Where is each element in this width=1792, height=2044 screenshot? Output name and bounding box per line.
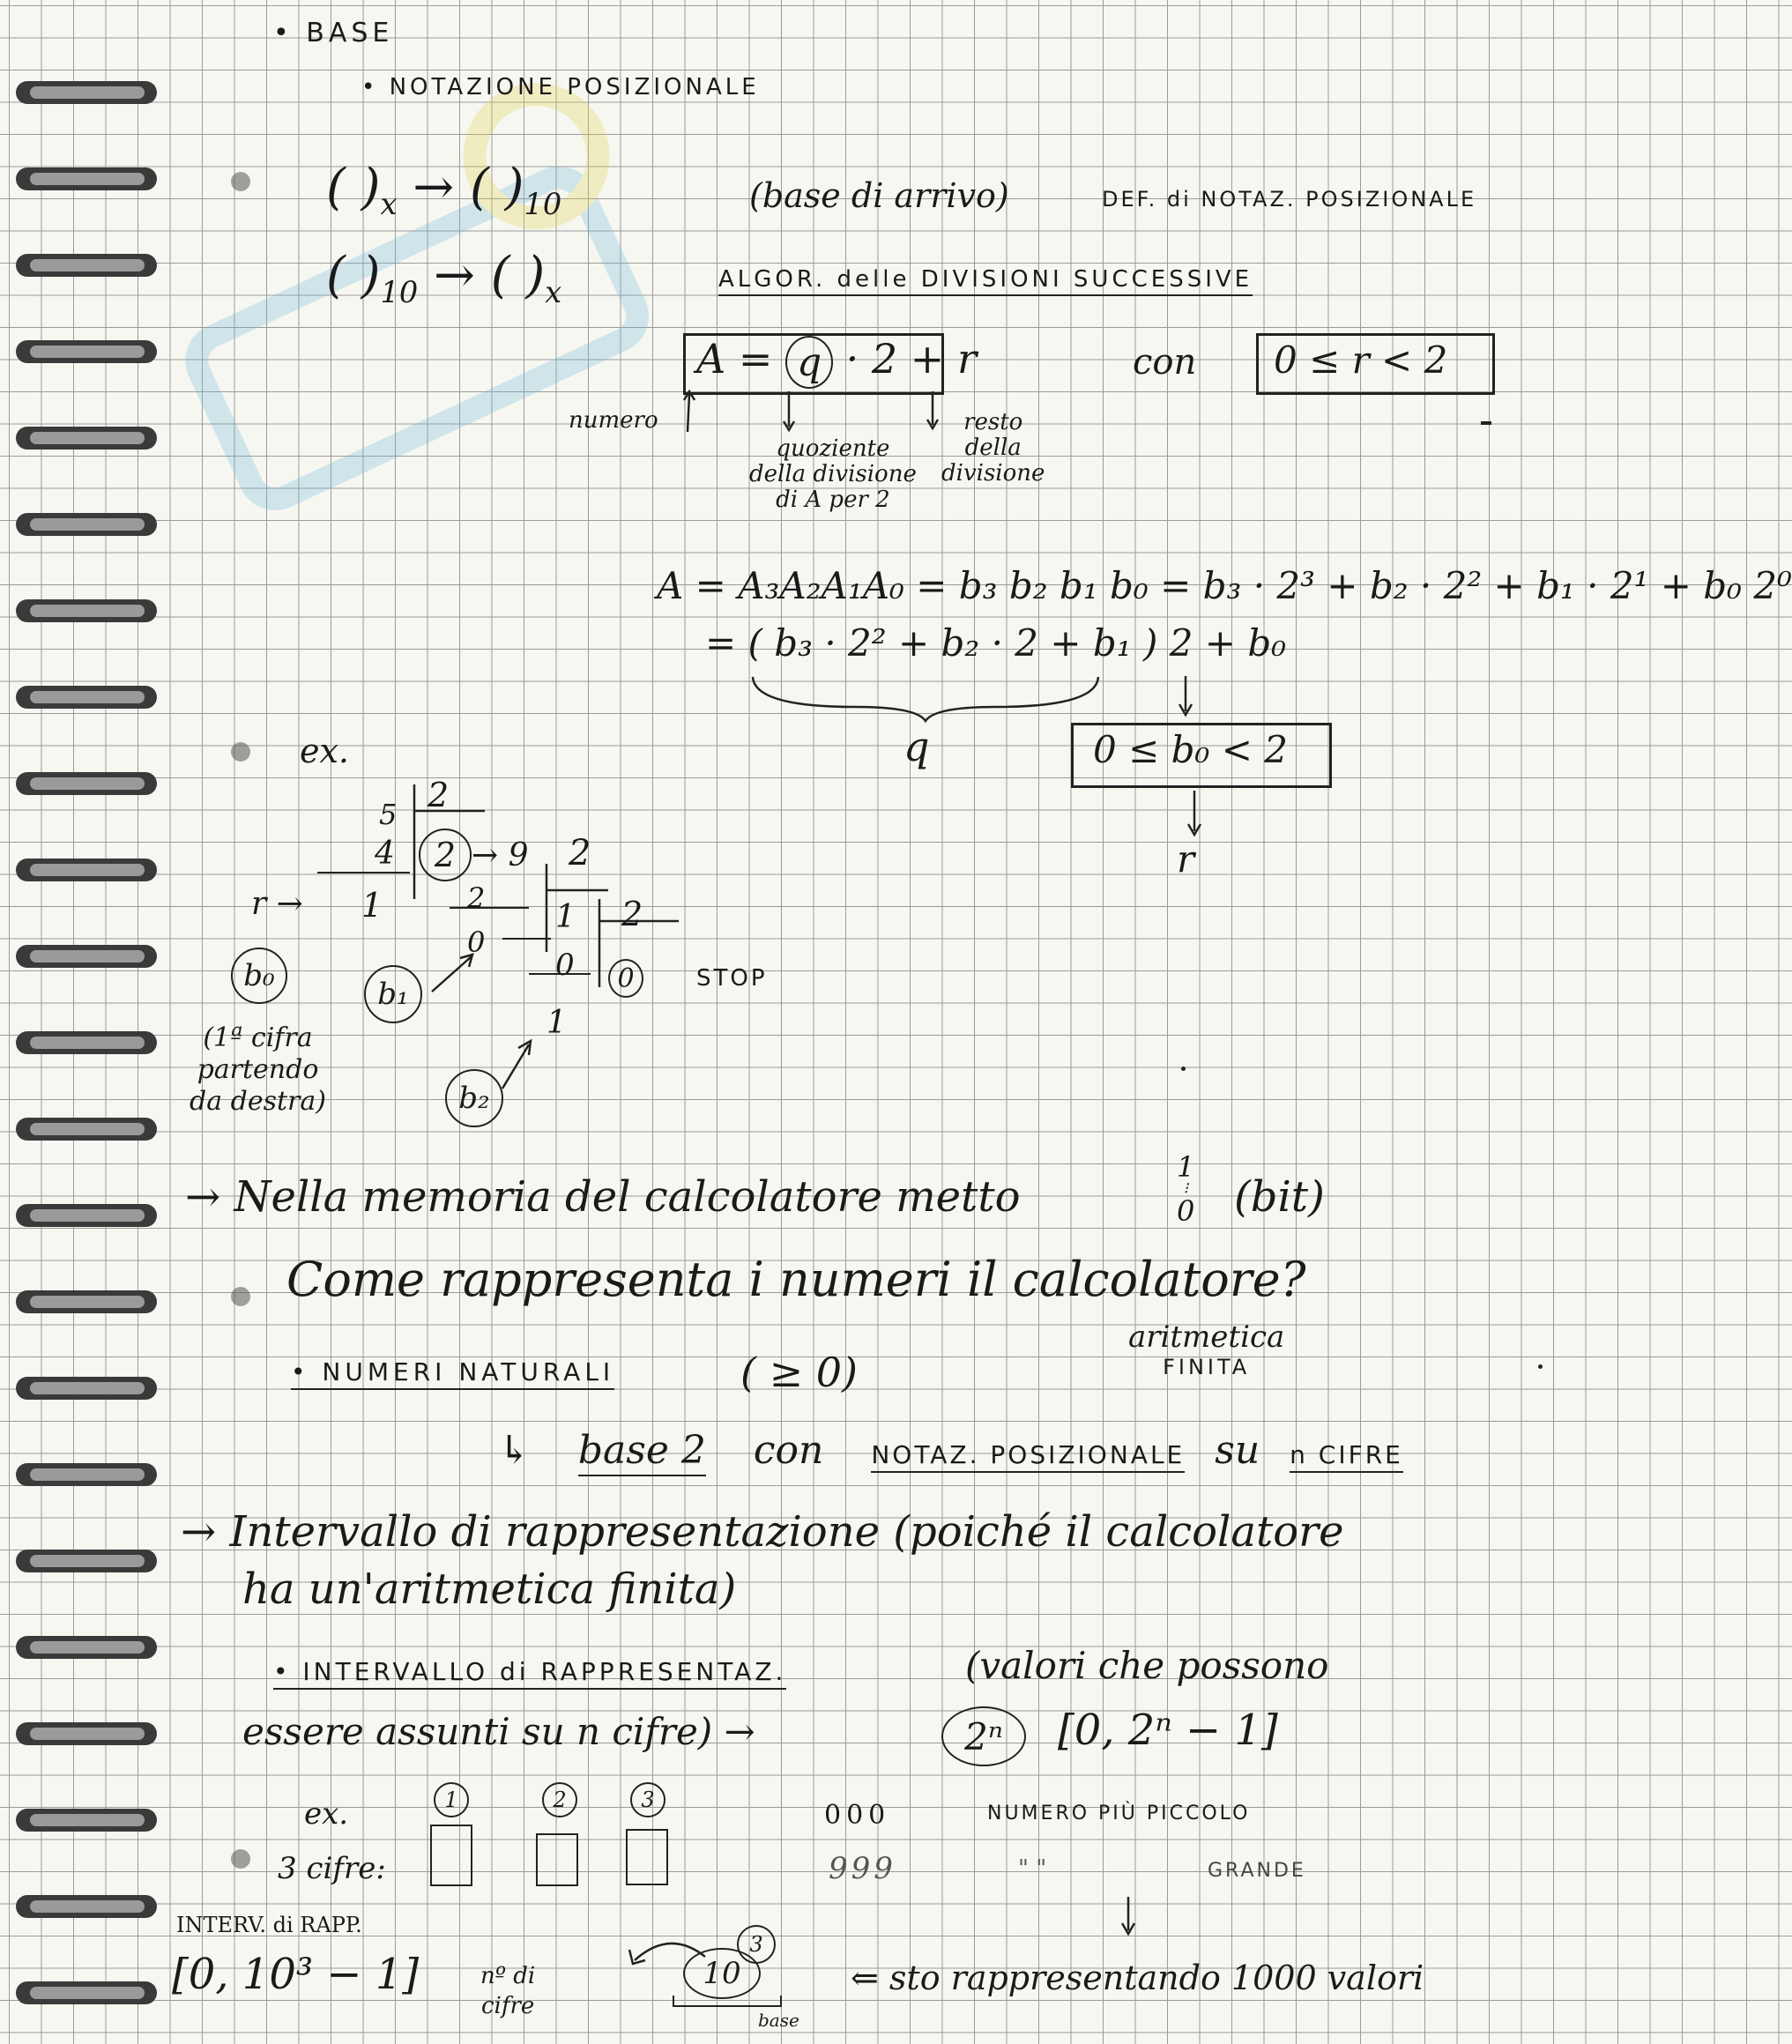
final-note: ⇐ sto rappresentando 1000 valori	[851, 1959, 1424, 1997]
example-label: ex.	[300, 732, 349, 770]
bit-values: 1 ⁝ 0	[1177, 1150, 1195, 1228]
definition-label: DEF. di NOTAZ. POSIZIONALE	[1102, 187, 1477, 212]
spiral-ring-icon	[12, 855, 162, 885]
divisor-2b: 2	[569, 833, 591, 873]
quotient-0-circle: 0	[608, 959, 643, 998]
punch-hole-icon	[231, 742, 250, 762]
spiral-ring-icon	[12, 1200, 162, 1230]
divisor-2a: 2	[428, 776, 450, 814]
subtract-2: 2	[467, 881, 486, 915]
quotient-2-circle: 2	[419, 829, 472, 881]
largest-value: 999	[829, 1851, 896, 1886]
digit-count-label: nº di cifre	[480, 1963, 536, 2019]
base-bracket	[670, 1994, 784, 2011]
natural-numbers-heading: • NUMERI NATURALI	[291, 1357, 614, 1390]
expansion-q: q	[903, 723, 930, 770]
spiral-ring-icon	[12, 941, 162, 971]
quotient-circle: q	[785, 336, 833, 389]
spiral-ring-icon	[12, 1287, 162, 1317]
spiral-ring-icon	[12, 682, 162, 712]
pen-mark	[1538, 1364, 1543, 1369]
digit-2-circle: 2	[542, 1782, 577, 1817]
memory-line: → Nella memoria del calcolatore metto	[185, 1172, 1021, 1222]
pen-mark	[1481, 421, 1491, 425]
conversion-10-to-x: ( )$_{10}$ → ( )$_x$	[326, 247, 562, 310]
interval-range: [0, 2ⁿ − 1]	[1058, 1706, 1278, 1755]
interval-line-1: → Intervallo di rappresentazione (poiché il calcolatore	[181, 1507, 1344, 1557]
digit-1-circle: 1	[434, 1782, 469, 1817]
b0-condition: 0 ≤ b₀ < 2	[1093, 728, 1288, 771]
down-arrow-icon	[1172, 674, 1199, 718]
pen-mark	[1181, 1067, 1186, 1071]
stop-label: STOP	[696, 965, 768, 992]
sub-heading: • NOTAZIONE POSIZIONALE	[361, 74, 760, 100]
ditto-mark: " "	[1018, 1855, 1047, 1882]
expansion-line-2: = ( b₃ · 2² + b₂ · 2 + b₁ ) 2 + b₀	[705, 621, 1287, 665]
remainder-label: r →	[251, 886, 303, 922]
subtract-0: 0	[555, 948, 575, 983]
divisor-2c: 2	[621, 895, 643, 933]
base2-line: ↳ base 2 con NOTAZ. POSIZIONALE su n CIFRE	[498, 1428, 1403, 1473]
spiral-ring-icon	[12, 1632, 162, 1662]
interval-note-1: (valori che possono	[965, 1644, 1329, 1687]
spiral-ring-icon	[12, 1373, 162, 1403]
remainder-0: 0	[467, 925, 486, 959]
spiral-ring-icon	[12, 1978, 162, 2008]
formula: A = q · 2 + r	[696, 335, 977, 389]
conversion-x-to-10: ( )$_x$ → ( )$_{10}$	[326, 159, 562, 222]
interval-note-2: essere assunti su n cifre) →	[242, 1710, 755, 1753]
interval-abbrev: INTERV. di RAPP.	[176, 1913, 362, 1937]
two-power-n-circle: 2ⁿ	[941, 1706, 1026, 1766]
underbrace	[749, 672, 1102, 725]
interval-base10: [0, 10³ − 1]	[172, 1950, 420, 1999]
b0-circle: b₀	[231, 948, 287, 1004]
annotation-arrows	[652, 388, 970, 441]
natural-numbers-condition: ( ≥ 0)	[740, 1349, 858, 1396]
digit-3-circle: 3	[630, 1782, 665, 1817]
digit-slot-1	[430, 1825, 472, 1886]
smallest-label: NUMERO PIÙ PICCOLO	[987, 1802, 1251, 1825]
spiral-ring-icon	[12, 769, 162, 799]
spiral-ring-icon	[12, 1546, 162, 1576]
exponent-circle: 3	[737, 1925, 776, 1964]
smallest-value: 000	[824, 1800, 891, 1831]
ten-circle: 10	[683, 1948, 761, 1999]
spiral-ring-icon	[12, 1460, 162, 1490]
spiral-ring-icon	[12, 1719, 162, 1749]
spiral-ring-icon	[12, 1114, 162, 1144]
dividend-5: 5	[379, 798, 398, 831]
algorithm-heading: ALGOR. delle DIVISIONI SUCCESSIVE	[718, 266, 1253, 296]
quoziente-label: quoziente della divisione di A per 2	[749, 435, 917, 513]
three-digits-label: 3 cifre:	[278, 1851, 386, 1886]
spiral-ring-icon	[12, 1805, 162, 1835]
finite-arithmetic: aritmetica FINITA	[1128, 1319, 1285, 1379]
resto-label: resto della divisione	[941, 409, 1045, 487]
bit-label: (bit)	[1234, 1172, 1325, 1222]
expansion-line-1: A = A₃A₂A₁A₀ = b₃ b₂ b₁ b₀ = b₃ · 2³ + b₂ · 2² + b₁ · 2¹ + b₀ 2⁰	[657, 564, 1792, 607]
expansion-r: r	[1177, 837, 1195, 881]
remainder-1: 1	[361, 886, 383, 925]
digit-note: (1ª cifra partendo da destra)	[190, 1022, 326, 1117]
con-label: con	[1133, 342, 1197, 383]
spiral-ring-icon	[12, 1028, 162, 1058]
section-heading: • BASE	[273, 18, 394, 48]
example-3-label: ex.	[304, 1796, 349, 1832]
down-arrow-icon	[1115, 1895, 1141, 1939]
b1-circle: b₁	[364, 965, 422, 1023]
punch-hole-icon	[231, 1287, 250, 1306]
spiral-ring-icon	[12, 1892, 162, 1921]
punch-hole-icon	[231, 1849, 250, 1869]
b2-circle: b₂	[445, 1069, 503, 1127]
remainder-1b: 1	[547, 1005, 567, 1041]
quotient-1: 1	[555, 899, 576, 935]
arrow-9: → 9	[472, 837, 529, 873]
interval-line-2: ha un'aritmetica finita)	[242, 1565, 737, 1614]
condition: 0 ≤ r < 2	[1274, 338, 1448, 382]
largest-label: GRANDE	[1208, 1860, 1306, 1882]
subtract-4: 4	[375, 836, 395, 872]
digit-slot-2	[536, 1833, 578, 1886]
base-label: base	[758, 2010, 799, 2031]
result-arrows	[423, 912, 547, 1097]
digit-slot-3	[626, 1829, 668, 1885]
down-arrow-icon	[1181, 789, 1208, 842]
interval-heading: • INTERVALLO di RAPPRESENTAZ.	[273, 1657, 786, 1690]
question: Come rappresenta i numeri il calcolatore?	[286, 1252, 1306, 1307]
numero-label: numero	[569, 407, 658, 434]
conversion-note: (base di arrivo)	[749, 176, 1009, 215]
